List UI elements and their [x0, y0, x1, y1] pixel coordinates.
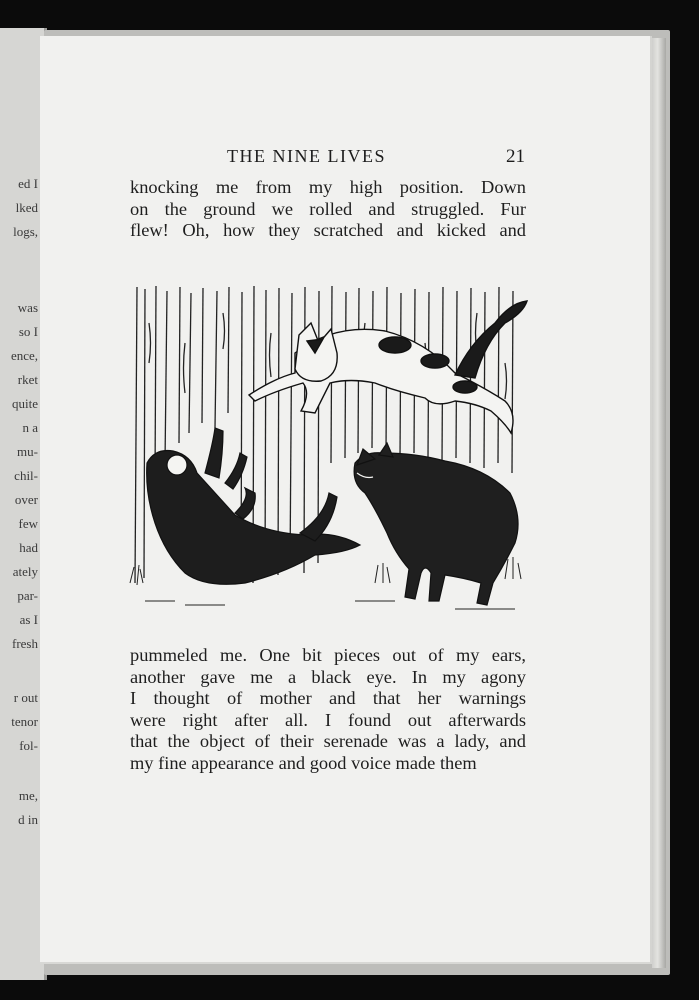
left-page-fragment: ed I [18, 176, 38, 191]
text-line: knocking me from my high position. Down [130, 177, 526, 197]
body-text-bottom [130, 645, 526, 774]
left-page-fragment: r out [13, 690, 38, 705]
body-text-top [130, 177, 526, 242]
left-page-fragment: me, [18, 788, 38, 803]
page-number: 21 [506, 146, 525, 167]
text-line: my fine appearance and good voice made them [130, 752, 477, 773]
running-title: THE NINE LIVES [227, 146, 386, 166]
left-page-fragment: was [17, 300, 38, 315]
left-page-fragment: chil- [14, 468, 38, 483]
left-page-fragment: fol- [19, 738, 38, 753]
left-page-fragment: lked [15, 200, 38, 215]
left-page-fragment: rket [17, 372, 38, 387]
left-page-fragment: ence, [10, 348, 38, 363]
left-page-fragment: had [19, 540, 38, 555]
left-page-fragment: so I [18, 324, 38, 339]
dark-cat-standing [354, 443, 518, 605]
page-stack-edge [652, 38, 666, 968]
text-line: that the object of their serenade was a lady, and [130, 731, 526, 751]
text-line: flew! Oh, how they scratched and kicked and [130, 220, 526, 240]
text-line: another gave me a black eye. In my agony [130, 666, 526, 687]
text-line: I thought of mother and that her warnings [130, 688, 526, 708]
left-page-fragment: d in [18, 812, 38, 827]
left-page-fragment: over [14, 492, 38, 507]
left-page-fragment: mu- [17, 444, 38, 459]
left-page-fragment: par- [17, 588, 38, 603]
left-page-fragment: as I [19, 612, 38, 627]
text-line: on the ground we rolled and struggled. Fur [130, 198, 526, 219]
cat-fight-illustration [125, 283, 531, 623]
left-page-fragment: tenor [11, 714, 38, 729]
left-page-fragment: n a [22, 420, 38, 435]
text-line: pummeled me. One bit pieces out of my ears, [130, 645, 526, 665]
left-page-fragment: ately [12, 564, 38, 579]
left-page-fragment: quite [12, 396, 38, 411]
left-page-fragment: few [18, 516, 38, 531]
left-page-fragment: logs, [13, 224, 38, 239]
text-line: were right after all. I found out afterwards [130, 709, 526, 730]
left-page-fragment: fresh [12, 636, 38, 651]
